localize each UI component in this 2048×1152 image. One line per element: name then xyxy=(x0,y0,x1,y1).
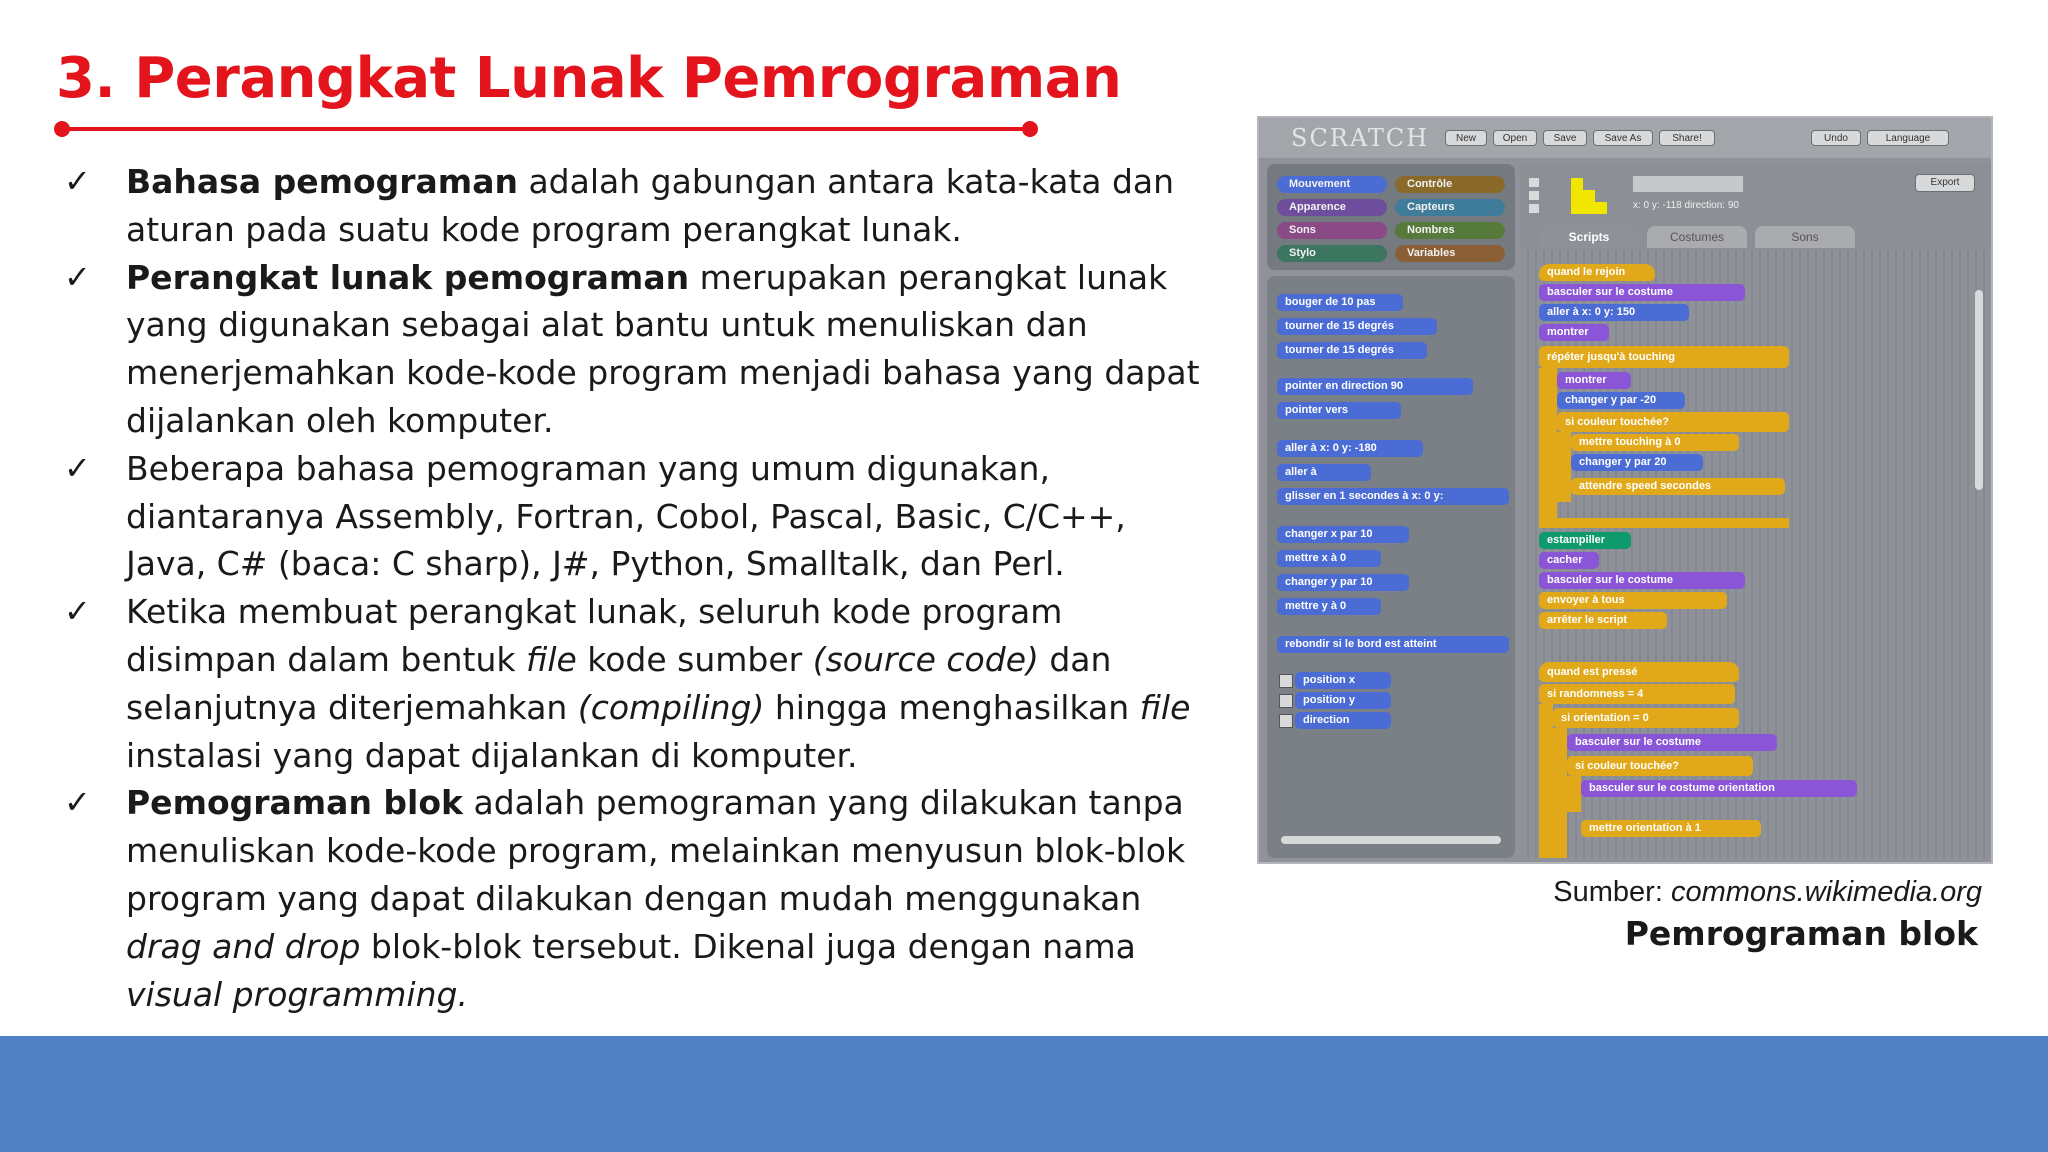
script-block: attendre speed secondes xyxy=(1571,478,1785,495)
figure-caption: Pemrograman blok xyxy=(1624,914,1978,953)
script-block: mettre orientation à 1 xyxy=(1581,820,1761,837)
script-block: basculer sur le costume xyxy=(1567,734,1777,751)
script-block: basculer sur le costume xyxy=(1539,572,1745,589)
bullet-item: ✓ Beberapa bahasa pemograman yang umum digunakan, diantaranya Assembly, Fortran, Cobol, Pascal, Basic, C/C++, Java, C# (baca: C sharp), J#, Python, Smalltalk, dan Perl. xyxy=(62,445,1212,588)
toolbar-open-button: Open xyxy=(1493,130,1537,146)
underline-left-dot xyxy=(54,121,70,137)
script-block: basculer sur le costume orientation xyxy=(1581,780,1857,797)
sprite-name-field xyxy=(1633,176,1743,192)
check-icon: ✓ xyxy=(64,448,91,487)
script-block: changer y par 20 xyxy=(1571,454,1703,471)
script-block: répéter jusqu'à touching xyxy=(1539,346,1789,368)
category-panel xyxy=(1267,164,1515,270)
script-block: montrer xyxy=(1557,372,1631,389)
script-block: basculer sur le costume xyxy=(1539,284,1745,301)
toolbar-save-button: Save xyxy=(1543,130,1587,146)
scratch-toolbar xyxy=(1259,118,1991,158)
scratch-screenshot xyxy=(1257,116,1993,864)
script-block: quand est pressé xyxy=(1539,662,1739,682)
script-block: si randomness = 4 xyxy=(1539,684,1735,704)
bullet-item: ✓ Perangkat lunak pemograman merupakan perangkat lunak yang digunakan sebagai alat bantu untuk menuliskan dan menerjemahkan kode-kode program menjadi bahasa yang dapat dijalankan oleh komputer. xyxy=(62,254,1212,445)
export-button: Export xyxy=(1915,174,1975,192)
palette-block: changer y par 10 xyxy=(1277,574,1409,591)
script-block: si orientation = 0 xyxy=(1553,708,1739,728)
tab-costumes: Costumes xyxy=(1647,226,1747,248)
toolbar-new-button: New xyxy=(1445,130,1487,146)
if-bracket xyxy=(1553,728,1567,858)
bullet-list xyxy=(62,158,1212,1018)
figure-source: Sumber: commons.wikimedia.org xyxy=(1553,876,1982,908)
script-block: estampiller xyxy=(1539,532,1631,549)
block-palette xyxy=(1267,276,1515,858)
if-bracket xyxy=(1557,432,1571,502)
loop-bracket xyxy=(1539,368,1557,520)
scripts-area xyxy=(1521,250,1991,858)
palette-block: pointer vers xyxy=(1277,402,1401,419)
script-block: montrer xyxy=(1539,324,1609,341)
script-block: cacher xyxy=(1539,552,1599,569)
palette-block: direction xyxy=(1295,712,1391,729)
rotation-style-icons xyxy=(1529,178,1539,216)
underline-right-dot xyxy=(1022,121,1038,137)
if-bracket xyxy=(1539,704,1553,858)
check-icon: ✓ xyxy=(64,162,91,200)
palette-block: mettre x à 0 xyxy=(1277,550,1381,567)
tab-sons: Sons xyxy=(1755,226,1855,248)
category-apparence: Apparence xyxy=(1277,199,1387,216)
title-underline xyxy=(62,127,1024,131)
scratch-logo: SCRATCH xyxy=(1291,124,1430,152)
toolbar-language-button: Language xyxy=(1867,130,1949,146)
footer-bar xyxy=(0,1036,2048,1152)
bullet-item: ✓ Ketika membuat perangkat lunak, seluruh kode program disimpan dalam bentuk file kode sumber (source code) dan selanjutnya diterjemahkan (compiling) hingga menghasilkan file instalasi yang dapat dijalankan di komputer. xyxy=(62,588,1212,779)
checkbox-icon xyxy=(1279,674,1293,688)
slide-title: 3. Perangkat Lunak Pemrograman xyxy=(56,46,1122,111)
toolbar-undo-button: Undo xyxy=(1811,130,1861,146)
category-nombres: Nombres xyxy=(1395,222,1505,239)
script-block: envoyer à tous xyxy=(1539,592,1727,609)
loop-end xyxy=(1539,518,1789,528)
bullet-item: ✓ Pemograman blok adalah pemograman yang dilakukan tanpa menuliskan kode-kode program, melainkan menyusun blok-blok program yang dapat dilakukan dengan mudah menggunakan drag and drop blok-blok tersebut. Dikenal juga dengan nama visual programming. xyxy=(62,779,1212,1018)
category-stylo: Stylo xyxy=(1277,245,1387,262)
palette-block: tourner de 15 degrés xyxy=(1277,318,1437,335)
toolbar-share-button: Share! xyxy=(1659,130,1715,146)
sprite-coordinates: x: 0 y: -118 direction: 90 xyxy=(1633,200,1739,211)
check-icon: ✓ xyxy=(64,257,91,296)
category-controle: Contrôle xyxy=(1395,176,1505,193)
palette-block: rebondir si le bord est atteint xyxy=(1277,636,1509,653)
checkbox-icon xyxy=(1279,694,1293,708)
category-capteurs: Capteurs xyxy=(1395,199,1505,216)
script-block: aller à x: 0 y: 150 xyxy=(1539,304,1689,321)
script-block: quand le rejoin xyxy=(1539,264,1655,281)
check-icon: ✓ xyxy=(64,783,91,822)
check-icon: ✓ xyxy=(64,592,91,631)
palette-block: aller à x: 0 y: -180 xyxy=(1277,440,1423,457)
script-block: si couleur touchée? xyxy=(1567,756,1753,776)
palette-block: tourner de 15 degrés xyxy=(1277,342,1427,359)
tab-scripts: Scripts xyxy=(1539,226,1639,248)
palette-block: position y xyxy=(1295,692,1391,709)
palette-block: bouger de 10 pas xyxy=(1277,294,1403,311)
script-block: mettre touching à 0 xyxy=(1571,434,1739,451)
scripts-scrollbar xyxy=(1975,290,1983,490)
category-sons: Sons xyxy=(1277,222,1387,239)
script-block: changer y par -20 xyxy=(1557,392,1685,409)
palette-block: position x xyxy=(1295,672,1391,689)
sprite-thumbnail xyxy=(1571,178,1607,214)
category-mouvement: Mouvement xyxy=(1277,176,1387,193)
checkbox-icon xyxy=(1279,714,1293,728)
palette-scrollbar xyxy=(1281,836,1501,844)
palette-block: pointer en direction 90 xyxy=(1277,378,1473,395)
palette-block: aller à xyxy=(1277,464,1371,481)
script-block: arrêter le script xyxy=(1539,612,1667,629)
palette-block: changer x par 10 xyxy=(1277,526,1409,543)
if-bracket xyxy=(1567,776,1581,812)
category-variables: Variables xyxy=(1395,245,1505,262)
toolbar-save-as-button: Save As xyxy=(1593,130,1653,146)
palette-block: glisser en 1 secondes à x: 0 y: xyxy=(1277,488,1509,505)
script-block: si couleur touchée? xyxy=(1557,412,1789,432)
palette-block: mettre y à 0 xyxy=(1277,598,1381,615)
bullet-item: ✓ Bahasa pemograman adalah gabungan antara kata-kata dan aturan pada suatu kode program perangkat lunak. xyxy=(62,158,1212,254)
